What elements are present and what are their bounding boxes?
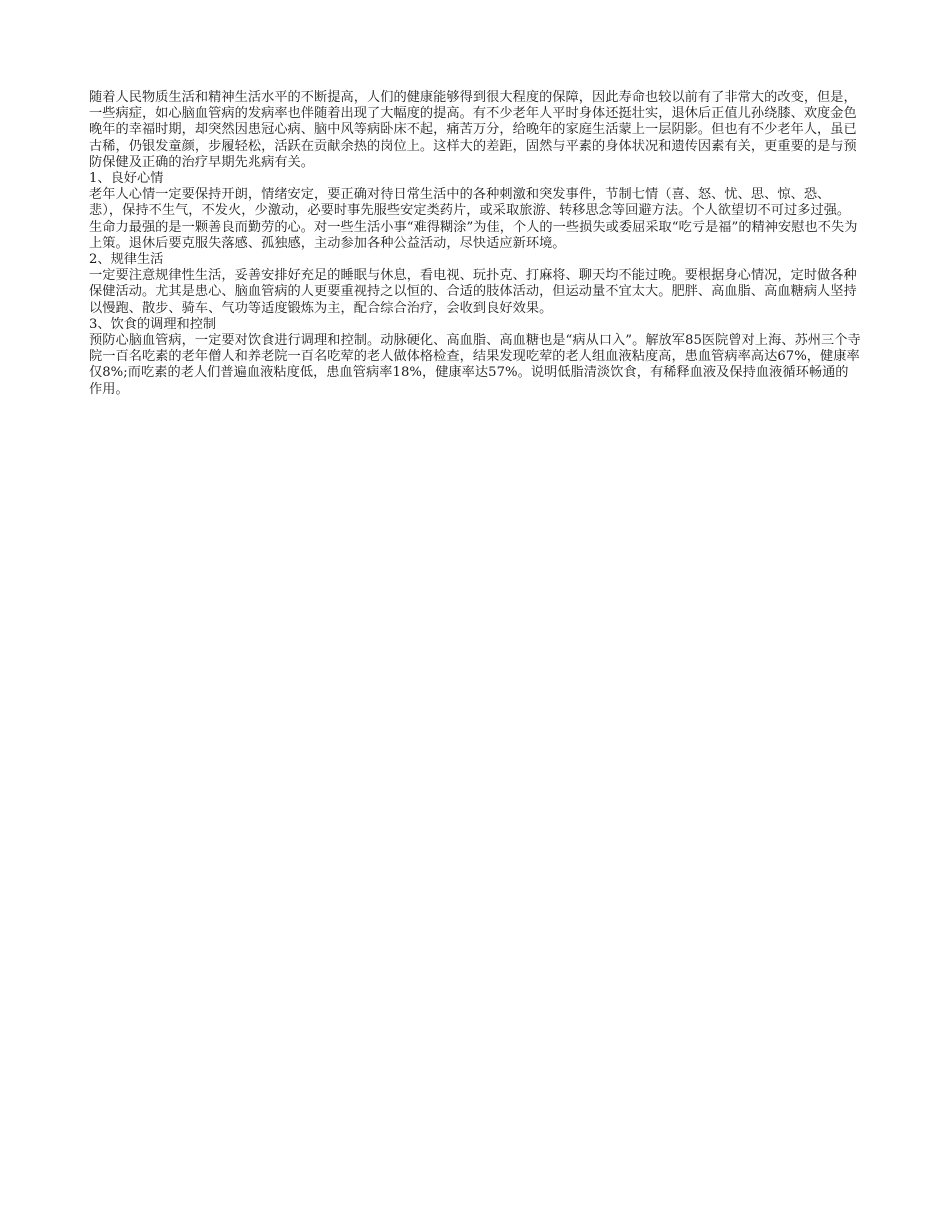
intro-paragraph: 随着人民物质生活和精神生活水平的不断提高，人们的健康能够得到很大程度的保障，因此寿命也较以前有了非常大的改变，但是，一些病症，如心脑血管病的发病率也伴随着出现了大幅度的提高。有不少老年人平时身体还挺壮实，退休后正值儿孙绕膝、欢度金色晚年的幸福时期，却突然因患冠心病、脑中风等病卧床不起，痛苦万分，给晚年的家庭生活蒙上一层阴影。但也有不少老年人，虽已古稀，仍银发童颜，步履轻松，活跃在贡献余热的岗位上。这样大的差距，固然与平素的身体状况和遗传因素有关，更重要的是与预防保健及正确的治疗早期先兆病有关。 (89, 90, 857, 170)
section-heading-mood: 1、良好心情 (89, 171, 164, 187)
section-body-mood: 老年人心情一定要保持开朗，情绪安定，要正确对待日常生活中的各种刺激和突发事件，节制七情（喜、怒、忧、思、惊、恐、悲），保持不生气，不发火，少激动，必要时事先服些安定类药片，或采取旅游、转移思念等回避方法。个人欲望切不可过多过强。生命力最强的是一颗善良而勤劳的心。对一些生活小事“难得糊涂”为佳，个人的一些损失或委屈采取“吃亏是福”的精神安慰也不失为上策。退休后要克服失落感、孤独感，主动参加各种公益活动，尽快适应新环境。 (89, 187, 858, 251)
section-body-routine: 一定要注意规律性生活，妥善安排好充足的睡眠与休息，看电视、玩扑克、打麻将、聊天均不能过晚。要根据身心情况，定时做各种保健活动。尤其是患心、脑血管病的人更要重视持之以恒的、合适的肢体活动，但运动量不宜太大。肥胖、高血脂、高血糖病人坚持以慢跑、散步、骑车、气功等适度锻炼为主，配合综合治疗，会收到良好效果。 (89, 268, 857, 316)
section-heading-diet: 3、饮食的调理和控制 (89, 316, 217, 332)
section-body-diet: 预防心脑血管病，一定要对饮食进行调理和控制。动脉硬化、高血脂、高血糖也是“病从口入”。解放军85医院曾对上海、苏州三个寺院一百名吃素的老年僧人和养老院一百名吃荤的老人做体格检查，结果发现吃荤的老人组血液粘度高，患血管病率高达67%，健康率仅8%;而吃素的老人们普遍血液粘度低，患血管病率18%，健康率达57%。说明低脂清淡饮食，有稀释血液及保持血液循环畅通的作用。 (89, 333, 861, 397)
section-heading-routine: 2、规律生活 (89, 252, 164, 268)
document-page (89, 90, 861, 398)
